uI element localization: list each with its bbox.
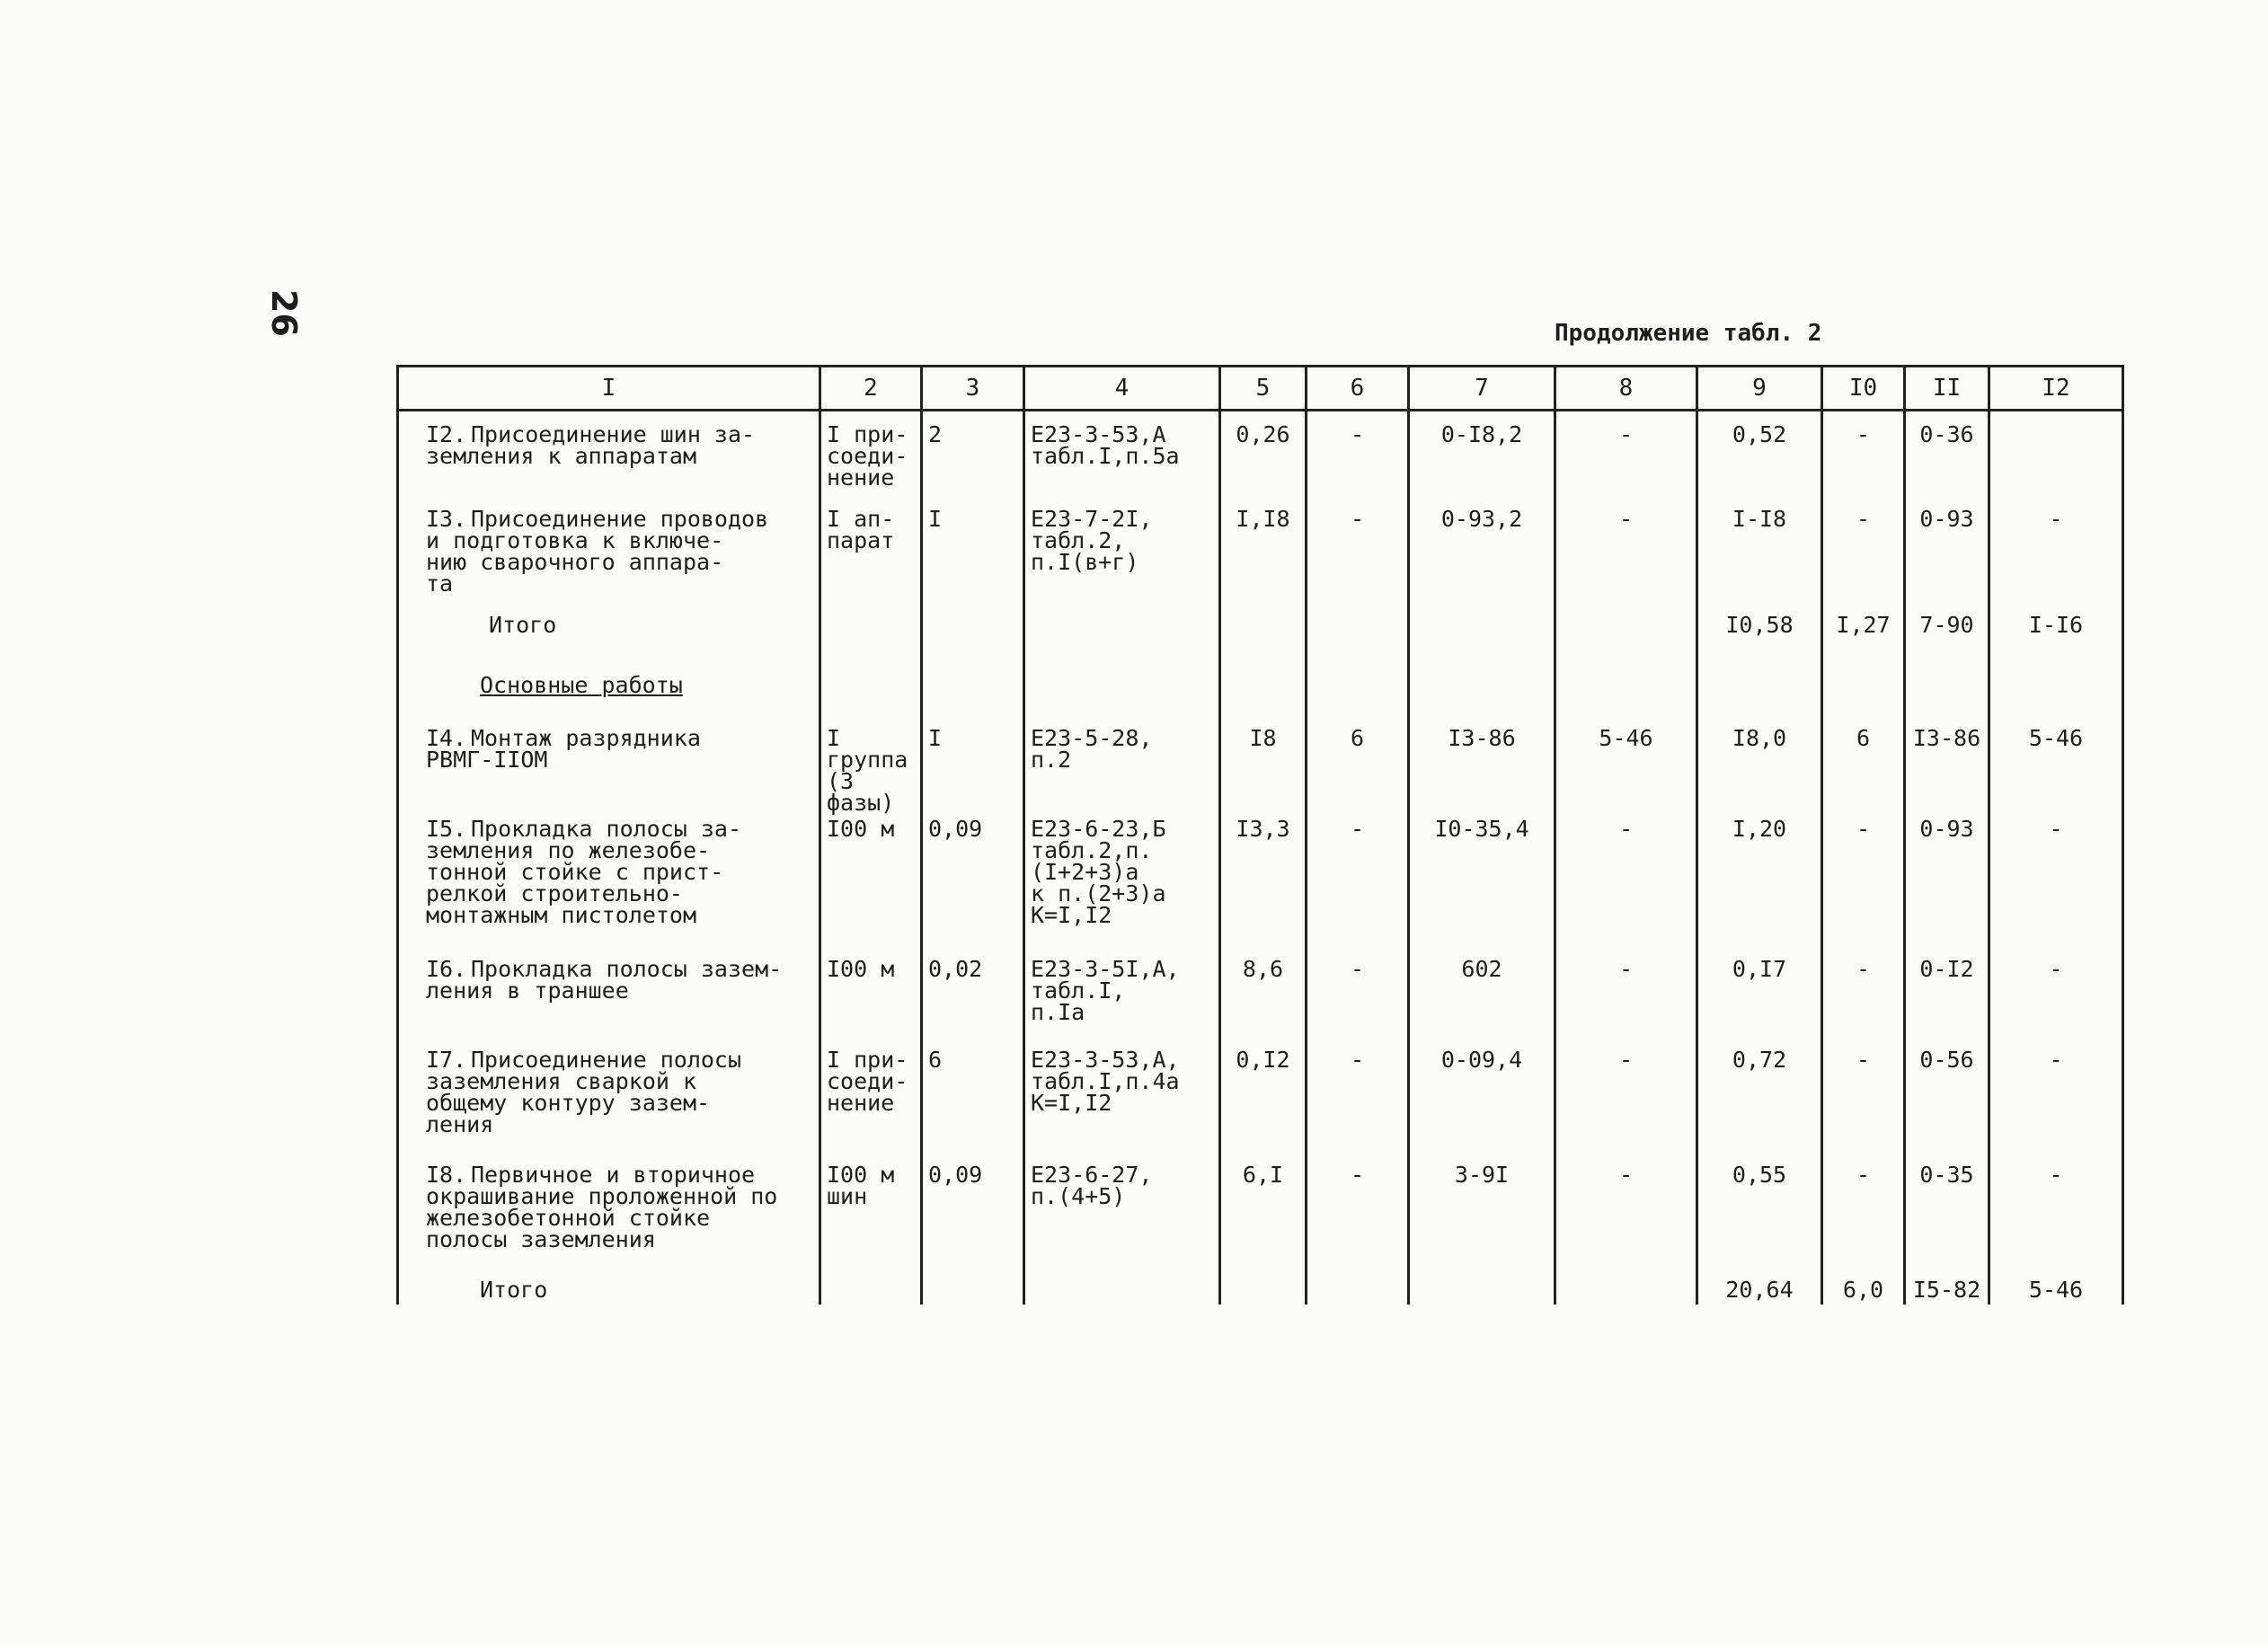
row-number: I2. <box>426 421 467 447</box>
norm-reference-cell: Е23-3-5I,А, табл.I, п.Iа <box>1024 959 1220 1049</box>
col7-cell <box>1409 1263 1555 1305</box>
col5-cell: 6,I <box>1220 1164 1307 1262</box>
section-heading: Основные работы <box>398 675 820 728</box>
col10-cell: - <box>1822 1164 1905 1262</box>
col11-cell: I3-86 <box>1905 728 1989 818</box>
col8-cell: - <box>1555 411 1697 509</box>
col7-cell <box>1409 615 1555 675</box>
col10-cell: - <box>1822 1049 1905 1164</box>
row-number: I4. <box>426 725 467 752</box>
col10-cell: 6,0 <box>1822 1263 1905 1305</box>
col6-cell: - <box>1307 1164 1409 1262</box>
quantity-cell <box>922 675 1024 728</box>
col10-cell: - <box>1822 818 1905 959</box>
col6-cell <box>1307 615 1409 675</box>
work-name: Присоединение полосы заземления сваркой к общему контуру зазем- ления <box>426 1046 742 1137</box>
work-description-cell <box>398 1263 820 1305</box>
col8-cell: 5-46 <box>1555 728 1697 818</box>
col12-cell <box>1989 411 2123 509</box>
col6-cell: 6 <box>1307 728 1409 818</box>
col9-cell <box>1697 675 1822 728</box>
unit-cell: I при- соеди- нение <box>820 1049 922 1164</box>
col5-cell <box>1220 1263 1307 1305</box>
col8-cell: - <box>1555 818 1697 959</box>
quantity-cell: 0,09 <box>922 818 1024 959</box>
work-name: Присоединение проводов и подготовка к включе- нию сварочного аппара- та <box>426 505 769 597</box>
quantity-cell: 0,02 <box>922 959 1024 1049</box>
col5-cell: 0,I2 <box>1220 1049 1307 1164</box>
work-name: Прокладка полосы за- земления по железобе- тонной стойке с прист- релкой строительно- монтажным пистолетом <box>426 816 742 929</box>
col6-cell: - <box>1307 509 1409 615</box>
header-cell: 2 <box>820 367 922 411</box>
table-row <box>398 1049 2123 1164</box>
norm-reference-cell: Е23-6-23,Б табл.2,п. (I+2+3)а к п.(2+3)а К=I,I2 <box>1024 818 1220 959</box>
col7-cell: I3-86 <box>1409 728 1555 818</box>
work-name: Монтаж разрядника РВМГ-IIOМ <box>426 725 701 774</box>
table-row <box>398 615 2123 675</box>
col10-cell: - <box>1822 509 1905 615</box>
header-cell: 9 <box>1697 367 1822 411</box>
col6-cell: - <box>1307 1049 1409 1164</box>
col6-cell: - <box>1307 411 1409 509</box>
unit-cell: I00 м <box>820 818 922 959</box>
col11-cell: 0-93 <box>1905 818 1989 959</box>
col11-cell: 0-36 <box>1905 411 1989 509</box>
col7-cell <box>1409 675 1555 728</box>
quantity-cell: 2 <box>922 411 1024 509</box>
col9-cell: 0,I7 <box>1697 959 1822 1049</box>
table-row <box>398 728 2123 818</box>
col6-cell: - <box>1307 959 1409 1049</box>
norm-reference-cell: Е23-7-2I, табл.2, п.I(в+г) <box>1024 509 1220 615</box>
table-row <box>398 1263 2123 1305</box>
col6-cell: - <box>1307 818 1409 959</box>
unit-cell: I00 м шин <box>820 1164 922 1262</box>
col12-cell: - <box>1989 1164 2123 1262</box>
work-description-cell <box>398 955 820 1049</box>
table-row <box>398 675 2123 728</box>
table-row <box>398 411 2123 509</box>
col5-cell <box>1220 675 1307 728</box>
header-row <box>398 367 2123 411</box>
table-row <box>398 509 2123 615</box>
work-description-cell <box>398 818 820 959</box>
estimate-table <box>396 365 2124 1305</box>
subtotal-label: Итого <box>489 611 557 638</box>
col9-cell: I0,58 <box>1697 615 1822 675</box>
col10-cell <box>1822 675 1905 728</box>
quantity-cell: 0,09 <box>922 1164 1024 1262</box>
col7-cell: 0-I8,2 <box>1409 411 1555 509</box>
col7-cell: 0-93,2 <box>1409 509 1555 615</box>
table-row <box>398 818 2123 959</box>
col5-cell: I,I8 <box>1220 509 1307 615</box>
header-cell: II <box>1905 367 1989 411</box>
col12-cell: - <box>1989 959 2123 1049</box>
header-cell: 3 <box>922 367 1024 411</box>
col9-cell: 0,52 <box>1697 411 1822 509</box>
col8-cell: - <box>1555 509 1697 615</box>
col10-cell: 6 <box>1822 728 1905 818</box>
col10-cell: - <box>1822 959 1905 1049</box>
quantity-cell: I <box>922 509 1024 615</box>
norm-reference-cell: Е23-5-28, п.2 <box>1024 728 1220 818</box>
work-description-cell <box>398 725 820 818</box>
work-description-cell <box>398 611 820 675</box>
col9-cell: 0,55 <box>1697 1164 1822 1262</box>
table-row <box>398 1164 2123 1262</box>
unit-cell: I группа (3 фазы) <box>820 728 922 818</box>
header-cell: 6 <box>1307 367 1409 411</box>
work-name: Первичное и вторичное окрашивание проложенной по железобетонной стойке полосы заземления <box>426 1162 778 1253</box>
unit-cell: I00 м <box>820 959 922 1049</box>
work-description-cell <box>398 1046 820 1164</box>
work-description-cell <box>398 505 820 615</box>
col7-cell: I0-35,4 <box>1409 818 1555 959</box>
unit-cell <box>820 675 922 728</box>
col8-cell <box>1555 1263 1697 1305</box>
row-number: I6. <box>426 955 467 982</box>
norm-reference-cell: Е23-3-53,А, табл.I,п.4а К=I,I2 <box>1024 1049 1220 1164</box>
col10-cell: I,27 <box>1822 615 1905 675</box>
col12-cell: - <box>1989 818 2123 959</box>
quantity-cell: 6 <box>922 1049 1024 1164</box>
norm-reference-cell: Е23-6-27, п.(4+5) <box>1024 1164 1220 1262</box>
col5-cell <box>1220 615 1307 675</box>
header-cell: 5 <box>1220 367 1307 411</box>
col11-cell: I5-82 <box>1905 1263 1989 1305</box>
col8-cell <box>1555 615 1697 675</box>
col11-cell: 0-35 <box>1905 1164 1989 1262</box>
unit-cell: I ап- парат <box>820 509 922 615</box>
header-cell: I2 <box>1989 367 2123 411</box>
header-cell: 8 <box>1555 367 1697 411</box>
col12-cell: 5-46 <box>1989 728 2123 818</box>
norm-reference-cell: Е23-3-53,А табл.I,п.5а <box>1024 411 1220 509</box>
row-number: I7. <box>426 1046 467 1073</box>
row-number: I5. <box>426 816 467 843</box>
col5-cell: 0,26 <box>1220 411 1307 509</box>
table-caption: Продолжение табл. 2 <box>1555 320 1822 347</box>
col8-cell: - <box>1555 959 1697 1049</box>
col10-cell: - <box>1822 411 1905 509</box>
col12-cell: - <box>1989 509 2123 615</box>
col7-cell: 3-9I <box>1409 1164 1555 1262</box>
col9-cell: 20,64 <box>1697 1263 1822 1305</box>
row-number: I8. <box>426 1162 467 1189</box>
col9-cell: I8,0 <box>1697 728 1822 818</box>
col9-cell: I-I8 <box>1697 509 1822 615</box>
col8-cell <box>1555 675 1697 728</box>
unit-cell <box>820 615 922 675</box>
norm-reference-cell <box>1024 675 1220 728</box>
work-description-cell <box>398 1164 820 1262</box>
col12-cell <box>1989 675 2123 728</box>
col5-cell: I8 <box>1220 728 1307 818</box>
quantity-cell: I <box>922 728 1024 818</box>
col5-cell: I3,3 <box>1220 818 1307 959</box>
header-cell: I0 <box>1822 367 1905 411</box>
col12-cell: - <box>1989 1049 2123 1164</box>
col9-cell: I,20 <box>1697 818 1822 959</box>
subtotal-label: Итого <box>480 1277 548 1303</box>
col11-cell: 0-56 <box>1905 1049 1989 1164</box>
norm-reference-cell <box>1024 615 1220 675</box>
col11-cell <box>1905 675 1989 728</box>
norm-reference-cell <box>1024 1263 1220 1305</box>
col11-cell: 0-I2 <box>1905 959 1989 1049</box>
col6-cell <box>1307 1263 1409 1305</box>
table-row <box>398 959 2123 1049</box>
unit-cell <box>820 1263 922 1305</box>
work-name: Прокладка полосы зазем- ления в траншее <box>426 955 783 1004</box>
page-number: 26 <box>264 289 304 337</box>
col8-cell: - <box>1555 1049 1697 1164</box>
col7-cell: 0-09,4 <box>1409 1049 1555 1164</box>
work-description-cell <box>398 411 820 509</box>
header-cell: 7 <box>1409 367 1555 411</box>
col5-cell: 8,6 <box>1220 959 1307 1049</box>
row-number: I3. <box>426 505 467 532</box>
quantity-cell <box>922 1263 1024 1305</box>
col11-cell: 0-93 <box>1905 509 1989 615</box>
col6-cell <box>1307 675 1409 728</box>
unit-cell: I при- соеди- нение <box>820 411 922 509</box>
col12-cell: I-I6 <box>1989 615 2123 675</box>
work-name: Присоединение шин за- земления к аппаратам <box>426 421 756 469</box>
col8-cell: - <box>1555 1164 1697 1262</box>
header-cell: 4 <box>1024 367 1220 411</box>
col9-cell: 0,72 <box>1697 1049 1822 1164</box>
col11-cell: 7-90 <box>1905 615 1989 675</box>
quantity-cell <box>922 615 1024 675</box>
header-cell: I <box>398 367 820 411</box>
col7-cell: 602 <box>1409 959 1555 1049</box>
col12-cell: 5-46 <box>1989 1263 2123 1305</box>
